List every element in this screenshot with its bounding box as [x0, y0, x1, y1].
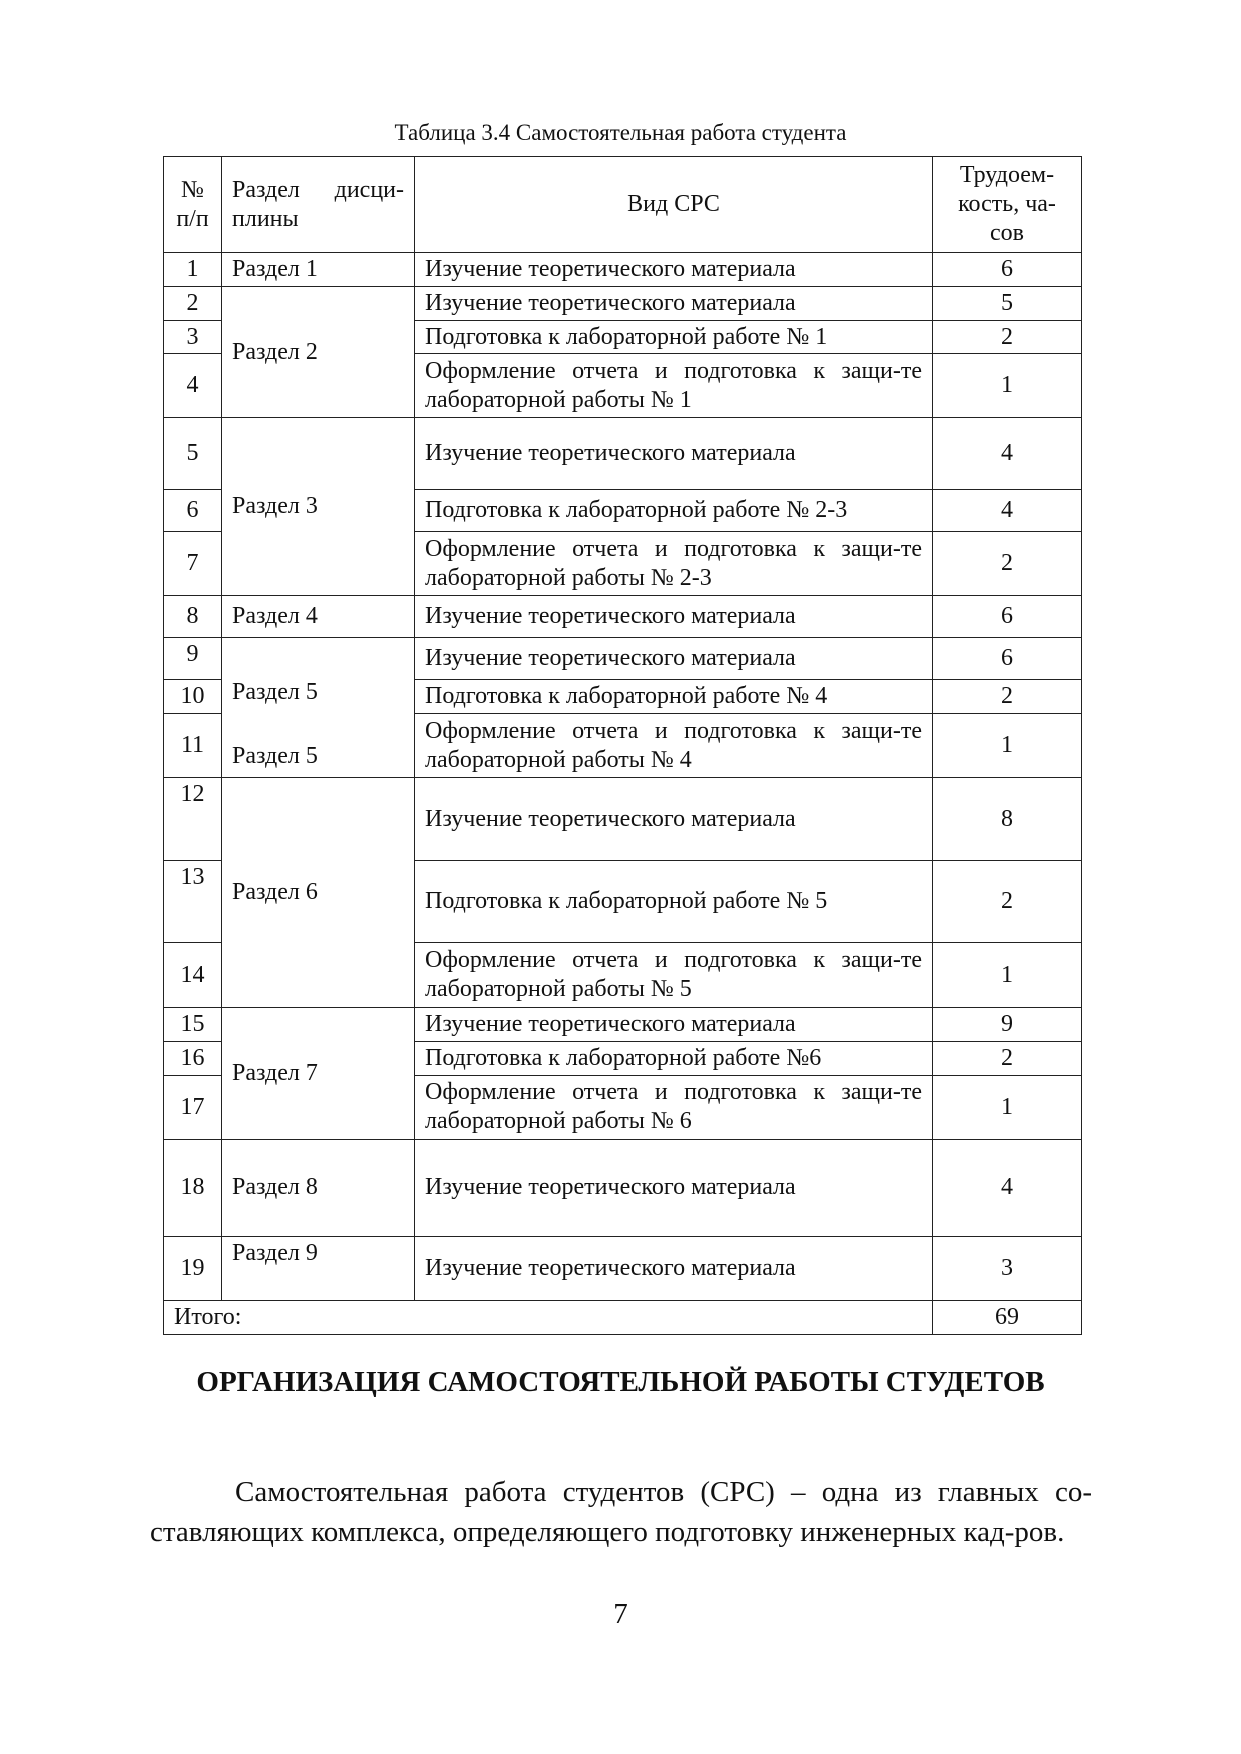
table-row [164, 1139, 1082, 1236]
row-kind: Изучение теоретического материала [415, 1236, 933, 1300]
row-kind: Изучение теоретического материала [415, 253, 933, 287]
row-hours: 2 [933, 861, 1082, 943]
row-section: Раздел 1 [222, 253, 415, 287]
row-num: 17 [164, 1075, 222, 1139]
row-section: Раздел 2 [222, 286, 415, 418]
row-num: 18 [164, 1139, 222, 1236]
row-section: Раздел 3 [222, 418, 415, 596]
row-kind: Изучение теоретического материала [415, 778, 933, 861]
row-kind: Подготовка к лабораторной работе № 4 [415, 680, 933, 714]
row-section: Раздел 7 [222, 1008, 415, 1140]
header-num: № п/п [164, 157, 222, 253]
row-num: 14 [164, 943, 222, 1008]
table-total-row [164, 1300, 1082, 1334]
row-kind: Изучение теоретического материала [415, 1139, 933, 1236]
row-num: 1 [164, 253, 222, 287]
row-hours: 4 [933, 490, 1082, 532]
table-row [164, 1008, 1082, 1042]
row-kind: Оформление отчета и подготовка к защи-те лабораторной работы № 2-3 [415, 532, 933, 596]
header-kind: Вид СРС [415, 157, 933, 253]
row-section: Раздел 8 [222, 1139, 415, 1236]
row-kind: Оформление отчета и подготовка к защи-те лабораторной работы № 6 [415, 1075, 933, 1139]
page-number: 7 [613, 1598, 628, 1630]
table-row [164, 286, 1082, 320]
row-hours: 6 [933, 596, 1082, 638]
table-header-row [164, 157, 1082, 253]
row-section: Раздел 4 [222, 596, 415, 638]
row-kind: Оформление отчета и подготовка к защи-те лабораторной работы № 1 [415, 354, 933, 418]
row-kind: Изучение теоретического материала [415, 596, 933, 638]
row-kind: Изучение теоретического материала [415, 638, 933, 680]
row-num: 8 [164, 596, 222, 638]
row-hours: 9 [933, 1008, 1082, 1042]
row-hours: 6 [933, 253, 1082, 287]
row-hours: 5 [933, 286, 1082, 320]
total-label: Итого: [164, 1300, 933, 1334]
table-caption: Таблица 3.4 Самостоятельная работа студента [394, 120, 847, 145]
row-hours: 1 [933, 943, 1082, 1008]
header-hours: Трудоем-кость, ча-сов [933, 157, 1082, 253]
row-num: 9 [164, 638, 222, 680]
row-kind: Подготовка к лабораторной работе № 5 [415, 861, 933, 943]
body-paragraph: Самостоятельная работа студентов (СРС) – одна из главных со-ставляющих комплекса, определяющего подготовку инженерных кад-ров. [150, 1476, 1092, 1548]
header-section: Раздел дисци-плины [222, 157, 415, 253]
row-section: Раздел 9 [222, 1236, 415, 1300]
row-hours: 1 [933, 1075, 1082, 1139]
row-section: Раздел 6 [222, 778, 415, 1008]
row-hours: 8 [933, 778, 1082, 861]
row-num: 5 [164, 418, 222, 490]
row-num: 13 [164, 861, 222, 943]
row-kind: Изучение теоретического материала [415, 418, 933, 490]
row-num: 12 [164, 778, 222, 861]
table-row [164, 638, 1082, 680]
table-row [164, 418, 1082, 490]
row-kind: Оформление отчета и подготовка к защи-те лабораторной работы № 5 [415, 943, 933, 1008]
row-num: 3 [164, 320, 222, 354]
row-hours: 1 [933, 354, 1082, 418]
row-num: 7 [164, 532, 222, 596]
row-kind: Изучение теоретического материала [415, 1008, 933, 1042]
table-row [164, 596, 1082, 638]
row-kind: Подготовка к лабораторной работе №6 [415, 1041, 933, 1075]
row-hours: 6 [933, 638, 1082, 680]
row-num: 19 [164, 1236, 222, 1300]
row-num: 4 [164, 354, 222, 418]
row-num: 15 [164, 1008, 222, 1042]
row-kind: Подготовка к лабораторной работе № 2-3 [415, 490, 933, 532]
total-value: 69 [933, 1300, 1082, 1334]
row-hours: 3 [933, 1236, 1082, 1300]
row-kind: Подготовка к лабораторной работе № 1 [415, 320, 933, 354]
row-hours: 2 [933, 1041, 1082, 1075]
row-hours: 2 [933, 680, 1082, 714]
row-section: Раздел 5 [232, 679, 318, 706]
srs-table [163, 156, 1082, 1335]
row-num: 2 [164, 286, 222, 320]
row-num: 16 [164, 1041, 222, 1075]
table-row [164, 1236, 1082, 1300]
row-kind: Оформление отчета и подготовка к защи-те лабораторной работы № 4 [415, 714, 933, 778]
row-section-group [222, 638, 415, 778]
row-hours: 1 [933, 714, 1082, 778]
row-hours: 4 [933, 1139, 1082, 1236]
row-hours: 2 [933, 320, 1082, 354]
table-row [164, 253, 1082, 287]
row-hours: 4 [933, 418, 1082, 490]
row-kind: Изучение теоретического материала [415, 286, 933, 320]
row-section-extra: Раздел 5 [232, 743, 318, 770]
row-num: 11 [164, 714, 222, 778]
row-num: 10 [164, 680, 222, 714]
table-row [164, 778, 1082, 861]
row-num: 6 [164, 490, 222, 532]
row-hours: 2 [933, 532, 1082, 596]
section-heading: ОРГАНИЗАЦИЯ САМОСТОЯТЕЛЬНОЙ РАБОТЫ СТУДЕТОВ [196, 1366, 1045, 1398]
